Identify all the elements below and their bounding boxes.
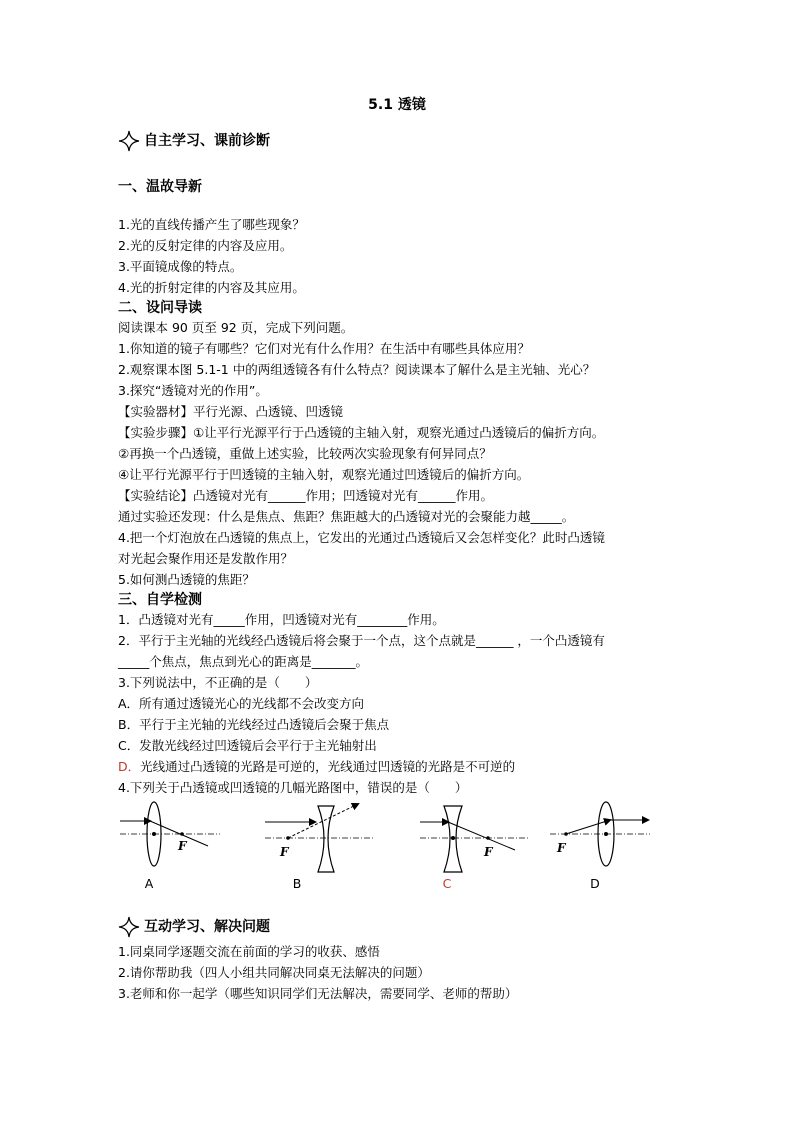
option-d-letter: D． [118, 759, 141, 774]
text-line: 通过实验还发现：什么是焦点、焦距？焦距越大的凸透镜对光的会聚能力越_____。 [118, 509, 575, 524]
text-line: 对光起会聚作用还是发散作用？ [118, 551, 294, 566]
diagram-label-a: A [144, 876, 154, 891]
diagram-a-convex-lens [120, 802, 220, 866]
text-line: _____个焦点，焦点到光心的距离是_______。 [118, 654, 369, 669]
text-line: 【实验步骤】①让平行光源平行于凸透镜的主轴入射，观察光通过凸透镜后的偏折方向。 [118, 425, 605, 440]
text-line: 阅读课本 90 页至 92 页，完成下列问题。 [118, 320, 354, 335]
section-title: 自主学习、课前诊断 [144, 133, 270, 149]
text-line: 5.如何测凸透镜的焦距？ [118, 572, 255, 587]
text-line: 2.观察课本图 5.1-1 中的两组透镜各有什么特点？阅读课本了解什么是主光轴、光心？ [118, 362, 596, 377]
text-line: 1.同桌同学逐题交流在前面的学习的收获、感悟 [118, 944, 380, 959]
sparkle-star-icon [118, 130, 140, 152]
text-line: 4.下列关于凸透镜或凹透镜的几幅光路图中，错误的是（ ） [118, 780, 468, 795]
focus-label: F [280, 845, 289, 859]
text-line: 1.你知道的镜子有哪些？它们对光有什么作用？在生活中有哪些具体应用？ [118, 341, 530, 356]
part3-content [118, 609, 605, 798]
text-line: 4.把一个灯泡放在凸透镜的焦点上，它发出的光通过凸透镜后又会怎样变化？此时凸透镜 [118, 530, 605, 545]
option-d-text: 光线通过凸透镜的光路是可逆的，光线通过凹透镜的光路是不可逆的 [140, 759, 516, 774]
focus-label: F [178, 839, 187, 853]
text-line: 3.探究“透镜对光的作用”。 [118, 383, 268, 398]
option-d [118, 756, 605, 777]
part1-heading: 一、温故导新 [118, 179, 202, 195]
part4-content [118, 941, 517, 1004]
option-a: A．所有通过透镜光心的光线都不会改变方向 [118, 696, 365, 711]
diagram-label-d: D [590, 876, 600, 891]
text-line: 【实验结论】凸透镜对光有______作用；凹透镜对光有______作用。 [118, 488, 494, 503]
part1-list [118, 214, 305, 298]
text-line: 2．平行于主光轴的光线经凸透镜后将会聚于一个点，这个点就是______ ，一个凸透镜有 [118, 633, 605, 648]
text-line: 【实验器材】平行光源、凸透镜、凹透镜 [118, 404, 344, 419]
page-title: 5.1 透镜 [368, 97, 426, 113]
text-line: ②再换一个凸透镜，重做上述实验，比较两次实验现象有何异同点？ [118, 446, 492, 461]
list-item: 2.光的反射定律的内容及应用。 [118, 238, 293, 253]
option-c: C．发散光线经过凹透镜后会平行于主光轴射出 [118, 738, 377, 753]
list-item: 3.平面镜成像的特点。 [118, 259, 243, 274]
text-line: ④让平行光源平行于凹透镜的主轴入射，观察光通过凹透镜后的偏折方向。 [118, 467, 530, 482]
diagram-b-concave-lens [265, 804, 375, 872]
focus-label: F [484, 845, 493, 859]
diagram-d-convex-lens [550, 802, 650, 866]
section-title: 互动学习、解决问题 [144, 919, 270, 935]
list-item: 4.光的折射定律的内容及其应用。 [118, 280, 305, 295]
text-line: 3.老师和你一起学（哪些知识同学们无法解决，需要同学、老师的帮助） [118, 986, 518, 1001]
focus-label: F [557, 841, 566, 855]
sparkle-star-icon [118, 916, 140, 938]
part2-content [118, 317, 605, 590]
diagram-label-c: C [442, 876, 452, 891]
part3-heading: 三、自学检测 [118, 592, 202, 608]
part2-heading: 二、设问导读 [118, 300, 202, 316]
option-b: B．平行于主光轴的光线经过凸透镜后会聚于焦点 [118, 717, 390, 732]
text-line: 3.下列说法中，不正确的是（ ） [118, 675, 318, 690]
section-header-self-study [118, 130, 270, 152]
list-item: 1.光的直线传播产生了哪些现象？ [118, 217, 305, 232]
text-line: 1．凸透镜对光有_____作用，凹透镜对光有________作用。 [118, 612, 445, 627]
diagram-c-concave-lens [420, 806, 530, 872]
section-header-interactive [118, 916, 270, 938]
diagram-label-b: B [292, 876, 302, 891]
text-line: 2.请你帮助我（四人小组共同解决同桌无法解决的问题） [118, 965, 430, 980]
